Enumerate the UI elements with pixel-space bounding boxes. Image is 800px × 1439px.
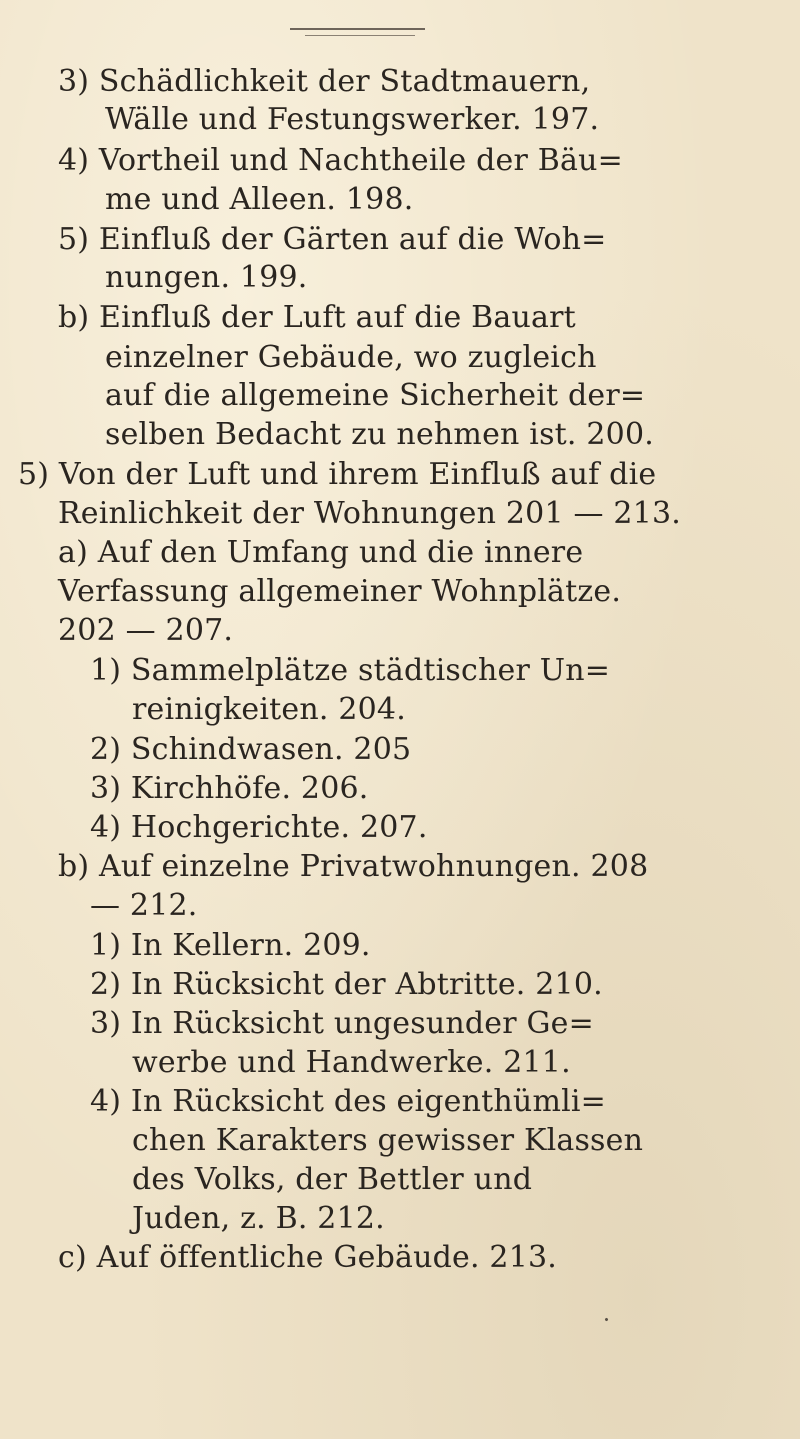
toc-line: 1) In Kellern. 209. xyxy=(90,928,371,963)
toc-line: selben Bedacht zu nehmen ist. 200. xyxy=(105,417,654,452)
toc-line: Verfassung allgemeiner Wohnplätze. xyxy=(58,574,622,609)
toc-line: 3) Schädlichkeit der Stadtmauern, xyxy=(58,64,591,99)
toc-line: 3) Kirchhöfe. 206. xyxy=(90,771,369,806)
toc-line: — 212. xyxy=(90,888,198,923)
toc-line: 3) In Rücksicht ungesunder Ge= xyxy=(90,1006,594,1041)
toc-line: 2) In Rücksicht der Abtritte. 210. xyxy=(90,967,603,1002)
toc-line: b) Auf einzelne Privatwohnungen. 208 xyxy=(58,849,649,884)
toc-line: b) Einfluß der Luft auf die Bauart xyxy=(58,300,576,335)
toc-line: 1) Sammelplätze städtischer Un= xyxy=(90,653,611,688)
toc-line: chen Karakters gewisser Klassen xyxy=(132,1123,644,1158)
paper-speck xyxy=(604,1317,608,1321)
toc-line: Wälle und Festungswerker. 197. xyxy=(105,102,600,137)
toc-line: 2) Schindwasen. 205 xyxy=(90,732,412,767)
toc-line: nungen. 199. xyxy=(105,260,308,295)
toc-line: c) Auf öffentliche Gebäude. 213. xyxy=(58,1240,558,1275)
toc-line: des Volks, der Bettler und xyxy=(132,1162,533,1197)
toc-line: a) Auf den Umfang und die innere xyxy=(58,535,584,570)
toc-line: 4) In Rücksicht des eigenthümli= xyxy=(90,1084,607,1119)
header-rule-thin xyxy=(305,35,415,36)
toc-line: reinigkeiten. 204. xyxy=(132,692,406,727)
header-rule xyxy=(290,28,425,30)
toc-line: 4) Vortheil und Nachtheile der Bäu= xyxy=(58,143,623,178)
toc-line: auf die allgemeine Sicherheit der= xyxy=(105,378,646,413)
toc-line: Reinlichkeit der Wohnungen 201 — 213. xyxy=(58,496,682,531)
toc-line: 5) Einfluß der Gärten auf die Woh= xyxy=(58,222,607,257)
toc-line: 202 — 207. xyxy=(58,613,234,648)
toc-line: werbe und Handwerke. 211. xyxy=(132,1045,571,1080)
toc-line: 5) Von der Luft und ihrem Einfluß auf die xyxy=(18,457,657,492)
toc-line: einzelner Gebäude, wo zugleich xyxy=(105,340,597,375)
toc-line: me und Alleen. 198. xyxy=(105,182,414,217)
toc-line: 4) Hochgerichte. 207. xyxy=(90,810,428,845)
toc-line: Juden, z. B. 212. xyxy=(132,1201,385,1236)
